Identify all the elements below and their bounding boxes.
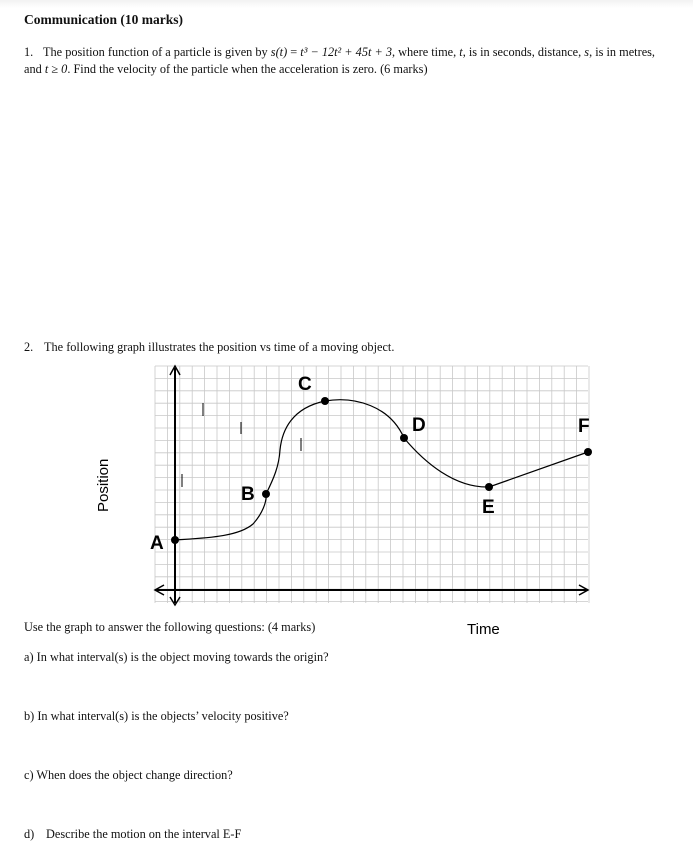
q1-condition: t ≥ 0 — [44, 62, 68, 76]
q1-var-s: s — [584, 45, 590, 59]
position-curve — [175, 400, 588, 540]
point-b-dot — [262, 490, 270, 498]
q1-text-c: , is in seconds, distance, — [462, 45, 585, 59]
point-f-dot — [584, 448, 592, 456]
instructions: Use the graph to answer the following questions: (4 marks) — [24, 620, 316, 634]
point-c-dot — [321, 397, 329, 405]
question-2a: a) In what interval(s) is the object moving towards the origin? — [24, 650, 329, 664]
point-e-dot — [485, 483, 493, 491]
question-2c: c) When does the object change direction? — [24, 768, 233, 782]
q2-text: The following graph illustrates the position vs time of a moving object. — [44, 340, 395, 354]
x-axis-label: Time — [467, 621, 500, 638]
q1-func-eq: = — [287, 45, 301, 59]
q1-func-lhs: s(t) — [270, 45, 288, 59]
question-2d-number: d) — [24, 827, 35, 841]
question-number: 2. — [24, 340, 34, 354]
point-e-label: E — [482, 497, 495, 518]
q1-func-rhs: t³ − 12t² + 45t + 3 — [300, 45, 392, 59]
q1-var-t: t — [459, 45, 463, 59]
point-d-label: D — [412, 415, 426, 436]
point-a-dot — [171, 536, 179, 544]
graph-grid — [155, 366, 589, 603]
point-b-label: B — [241, 484, 255, 505]
q1-text-a: The position function of a particle is given by — [43, 45, 271, 59]
q1-text-b: , where time, — [392, 45, 460, 59]
question-number: 1. — [24, 45, 34, 59]
point-d-dot — [400, 434, 408, 442]
question-2d — [24, 827, 241, 842]
point-f-label: F — [578, 416, 590, 437]
point-c-label: C — [298, 374, 312, 395]
question-2d-text: Describe the motion on the interval E-F — [46, 827, 242, 841]
q1-text-d: , is in metres, and — [24, 45, 656, 76]
question-2b: b) In what interval(s) is the objects’ velocity positive? — [24, 709, 289, 723]
section-heading: Communication (10 marks) — [24, 12, 183, 27]
y-axis-label: Position — [95, 458, 112, 512]
point-a-label: A — [150, 533, 164, 554]
q1-text-e: . Find the velocity of the particle when the acceleration is zero. (6 marks) — [67, 62, 428, 76]
